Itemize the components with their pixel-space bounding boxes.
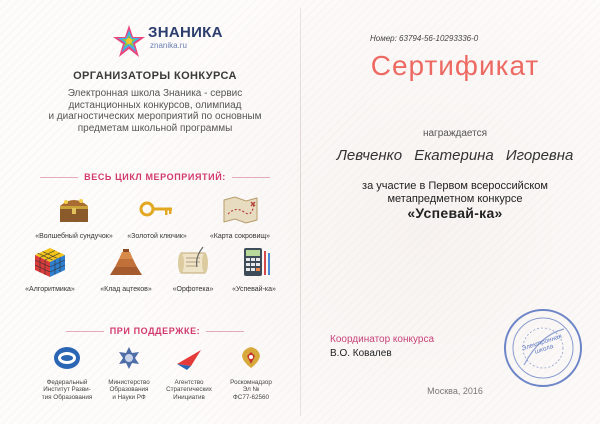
support-title: [20, 326, 290, 336]
event-item: [12, 245, 88, 293]
participation-line: метапредметном конкурсе: [387, 192, 523, 205]
recipient-name: Левченко Екатерина Игоревна: [336, 147, 574, 164]
event-label: «Орфотека»: [172, 286, 214, 293]
description-line: дистанционных конкурсов, олимпиад: [68, 99, 242, 111]
star-logo-icon: [112, 24, 146, 58]
scroll-quill-icon: [173, 245, 213, 279]
title-rule: [206, 331, 244, 332]
event-label: «Клад ацтеков»: [100, 286, 152, 293]
school-stamp: [500, 305, 586, 391]
event-label: «Золотой ключик»: [127, 233, 187, 240]
coordinator-label: Координатор конкурса: [330, 334, 435, 345]
support-label-line: Образования: [109, 386, 149, 394]
coordinator-name: В.О. Ковалев: [330, 348, 392, 359]
event-label: «Карта сокровищ»: [209, 233, 271, 240]
event-label: «Успевай-ка»: [232, 286, 276, 293]
ministry-emblem-icon: [115, 344, 143, 372]
support-label-line: Эл №: [242, 386, 260, 394]
treasure-chest-icon: [54, 192, 94, 226]
support-label-line: Инициатив: [173, 393, 205, 401]
treasure-map-icon: [220, 192, 260, 226]
support-label: [96, 379, 162, 401]
logo-site: znanika.ru: [150, 41, 187, 50]
place-and-year: Москва, 2016: [427, 386, 483, 396]
event-label: «Алгоритмика»: [25, 286, 75, 293]
support-item: [34, 344, 100, 401]
center-divider: [300, 8, 301, 416]
firo-logo-icon: [53, 344, 81, 372]
support-label-line: Роскомнадзор: [230, 379, 272, 386]
participation-line: за участие в Первом всероссийском: [362, 180, 548, 192]
support-label: [156, 379, 222, 401]
support-item: [156, 344, 222, 401]
title-rule: [232, 177, 270, 178]
cycle-title: [20, 172, 290, 182]
event-item: [216, 245, 292, 293]
title-rule: [66, 331, 104, 332]
description-line: и диагностических мероприятий по основным: [48, 111, 262, 122]
support-label-line: ФС77-62560: [233, 393, 269, 401]
cycle-title-text: ВЕСЬ ЦИКЛ МЕРОПРИЯТИЙ:: [84, 172, 226, 182]
support-item: [96, 344, 162, 401]
roskomnadzor-emblem-icon: [237, 344, 265, 372]
support-label-line: тия Образования: [41, 393, 93, 401]
awarded-text: награждается: [422, 128, 488, 139]
description-line: предметам школьной программы: [77, 122, 233, 134]
aztec-pyramid-icon: [106, 245, 146, 279]
support-label-line: Институт Разви-: [43, 386, 91, 394]
golden-key-icon: [137, 192, 177, 226]
support-label: [34, 379, 100, 401]
event-item: [34, 192, 114, 240]
event-item: [200, 192, 280, 240]
support-title-text: ПРИ ПОДДЕРЖКЕ:: [109, 326, 201, 336]
support-label: [218, 379, 284, 401]
support-label-line: и Науки РФ: [112, 393, 146, 401]
logo-name: ЗНАНИКА: [148, 24, 223, 41]
support-label-line: Агентство: [174, 379, 204, 386]
certificate-number: Номер: 63794-56-10293336-0: [370, 34, 479, 43]
organizers-description: [20, 88, 290, 134]
rubiks-cube-icon: [30, 245, 70, 279]
support-label-line: Федеральный: [46, 379, 88, 386]
event-item: [117, 192, 197, 240]
event-item: [88, 245, 164, 293]
description-line: Электронная школа Знаника - сервис: [67, 88, 243, 99]
organizers-title: ОРГАНИЗАТОРЫ КОНКУРСА: [73, 70, 237, 82]
support-label-line: Министерство: [108, 379, 150, 386]
znanika-logo: [112, 20, 242, 64]
event-label: «Волшебный сундучок»: [35, 233, 113, 240]
calculator-icon: [234, 245, 274, 279]
certificate-title: Сертификат: [370, 50, 540, 81]
title-rule: [40, 177, 78, 178]
participation-text: [320, 180, 590, 205]
asi-logo-icon: [175, 344, 203, 372]
support-label-line: Стратегических: [166, 386, 212, 394]
support-item: [218, 344, 284, 401]
stamp-text: Электронная школа: [520, 332, 563, 356]
contest-name: «Успевай-ка»: [407, 205, 503, 221]
